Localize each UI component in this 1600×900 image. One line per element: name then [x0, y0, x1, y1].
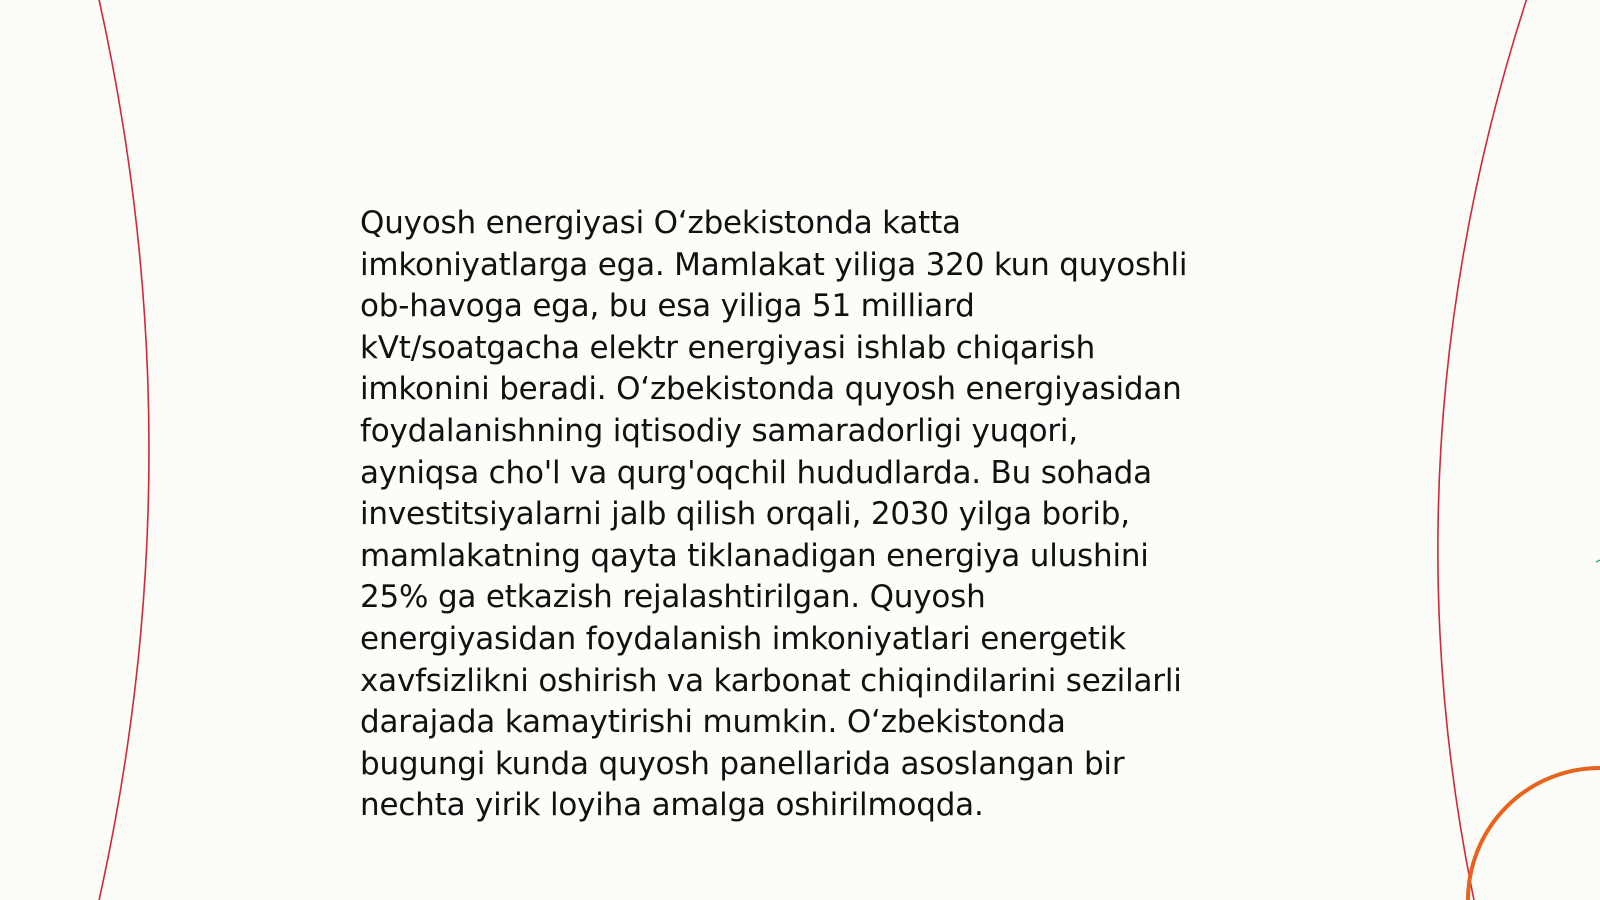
paragraph-line: ob-havoga ega, bu esa yiliga 51 milliard	[360, 288, 975, 325]
paragraph-line: xavfsizlikni oshirish va karbonat chiqindilarini sezilarli	[360, 662, 1182, 699]
paragraph-line: mamlakatning qayta tiklanadigan energiya ulushini	[360, 537, 1149, 574]
paragraph-line: 25% ga etkazish rejalashtirilgan. Quyosh	[360, 579, 986, 616]
paragraph-line: Quyosh energiyasi O‘zbekistonda katta	[360, 205, 961, 241]
left-curve-line	[98, 0, 149, 900]
paragraph-line: energiyasidan foydalanish imkoniyatlari energetik	[360, 620, 1126, 657]
right-curve-line	[1438, 0, 1528, 900]
small-tick-mark	[1596, 560, 1600, 562]
paragraph-line: bugungi kunda quyosh panellarida asoslangan bir	[360, 745, 1125, 782]
paragraph-line: darajada kamaytirishi mumkin. O‘zbekistonda	[360, 704, 1066, 741]
paragraph-line: investitsiyalarni jalb qilish orqali, 2030 yilga borib,	[360, 496, 1130, 533]
orange-circle-outline	[1468, 768, 1600, 900]
paragraph-line: foydalanishning iqtisodiy samaradorligi yuqori,	[360, 412, 1078, 449]
body-paragraph	[360, 203, 1260, 827]
paragraph-line: imkoniyatlarga ega. Mamlakat yiliga 320 kun quyoshli	[360, 246, 1188, 283]
paragraph-line: nechta yirik loyiha amalga oshirilmoqda.	[360, 787, 984, 824]
paragraph-line: imkonini beradi. O‘zbekistonda quyosh energiyasidan	[360, 371, 1182, 408]
paragraph-line: kVt/soatgacha elektr energiyasi ishlab chiqarish	[360, 329, 1096, 366]
paragraph-line: ayniqsa cho'l va qurg'oqchil hududlarda. Bu sohada	[360, 454, 1152, 491]
